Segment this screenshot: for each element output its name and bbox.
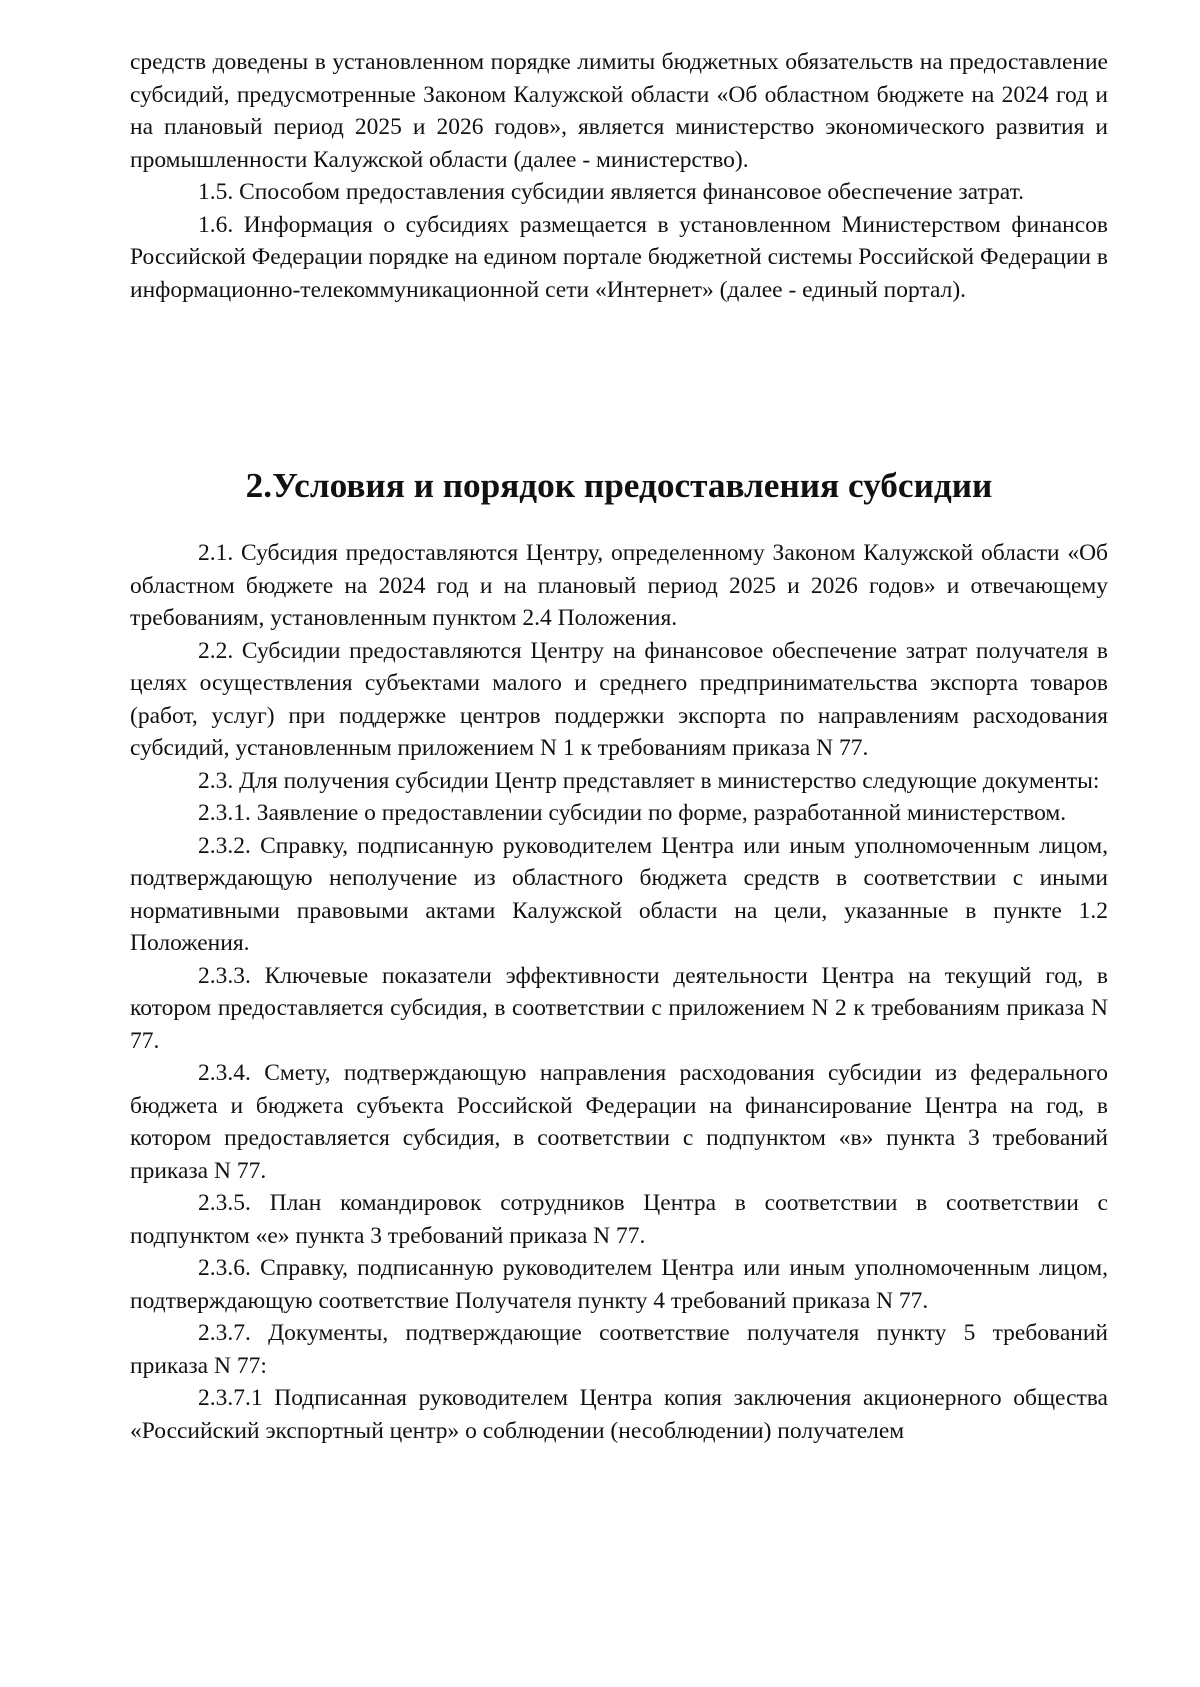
paragraph-2-3: 2.3. Для получения субсидии Центр представляет в министерство следующие документы:: [198, 767, 1100, 794]
paragraph-2-3-7: 2.3.7. Документы, подтверждающие соответствие получателя пункту 5 требований приказа N 77:: [130, 1320, 1108, 1379]
paragraph-2-3-2: 2.3.2. Справку, подписанную руководителем Центра или иным уполномоченным лицом, подтверждающую неполучение из областного бюджета средств в соответствии с иными нормативными правовыми актами Калужской области на цели, указанные в пункте 1.2 Положения.: [130, 832, 1108, 956]
section-2-text-block: [130, 537, 1108, 1447]
paragraph-1-5: 1.5. Способом предоставления субсидии является финансовое обеспечение затрат.: [198, 179, 1024, 205]
paragraph-1-6: 1.6. Информация о субсидиях размещается в установленном Министерством финансов Российской Федерации порядке на едином портале бюджетной системы Российской Федерации в информационно-телекоммуникационной сети «Интернет» (далее - единый портал).: [130, 211, 1108, 303]
paragraph-2-3-3: 2.3.3. Ключевые показатели эффективности деятельности Центра на текущий год, в котором предоставляется субсидия, в соответствии с приложением N 2 к требованиям приказа N 77.: [130, 962, 1108, 1054]
paragraph-2-3-6: 2.3.6. Справку, подписанную руководителем Центра или иным уполномоченным лицом, подтверждающую соответствие Получателя пункту 4 требований приказа N 77.: [130, 1255, 1108, 1314]
paragraph-2-3-1: 2.3.1. Заявление о предоставлении субсидии по форме, разработанной министерством.: [198, 800, 1067, 826]
paragraph-2-3-7-1: 2.3.7.1 Подписанная руководителем Центра копия заключения акционерного общества «Российский экспортный центр» о соблюдении (несоблюдении) получателем: [130, 1385, 1108, 1444]
paragraph-2-2: 2.2. Субсидии предоставляются Центру на финансовое обеспечение затрат получателя в целях осуществления субъектами малого и среднего предпринимательства экспорта товаров (работ, услуг) при поддержке центров поддержки экспорта по направлениям расходования субсидий, установленным приложением N 1 к требованиям приказа N 77.: [130, 637, 1108, 761]
paragraph-2-1: 2.1. Субсидия предоставляются Центру, определенному Законом Калужской области «Об областном бюджете на 2024 год и на плановый период 2025 и 2026 годов» и отвечающему требованиям, установленным пунктом 2.4 Положения.: [130, 540, 1108, 631]
paragraph-continuation: средств доведены в установленном порядке лимиты бюджетных обязательств на предоставление субсидий, предусмотренные Законом Калужской области «Об областном бюджете на 2024 год и на плановый период 2025 и 2026 годов», является министерство экономического развития и промышленности Калужской области (далее - министерство).: [130, 49, 1108, 173]
paragraph-2-3-5: 2.3.5. План командировок сотрудников Центра в соответствии в соответствии с подпунктом «е» пункта 3 требований приказа N 77.: [130, 1190, 1108, 1249]
paragraph-2-3-4: 2.3.4. Смету, подтверждающую направления расходования субсидии из федерального бюджета и бюджета субъекта Российской Федерации на финансирование Центра на год, в котором предоставляется субсидия, в соответствии с подпунктом «в» пункта 3 требований приказа N 77.: [130, 1060, 1108, 1184]
section-heading: 2.Условия и порядок предоставления субсидии: [245, 466, 993, 505]
top-text-block: [130, 46, 1108, 306]
